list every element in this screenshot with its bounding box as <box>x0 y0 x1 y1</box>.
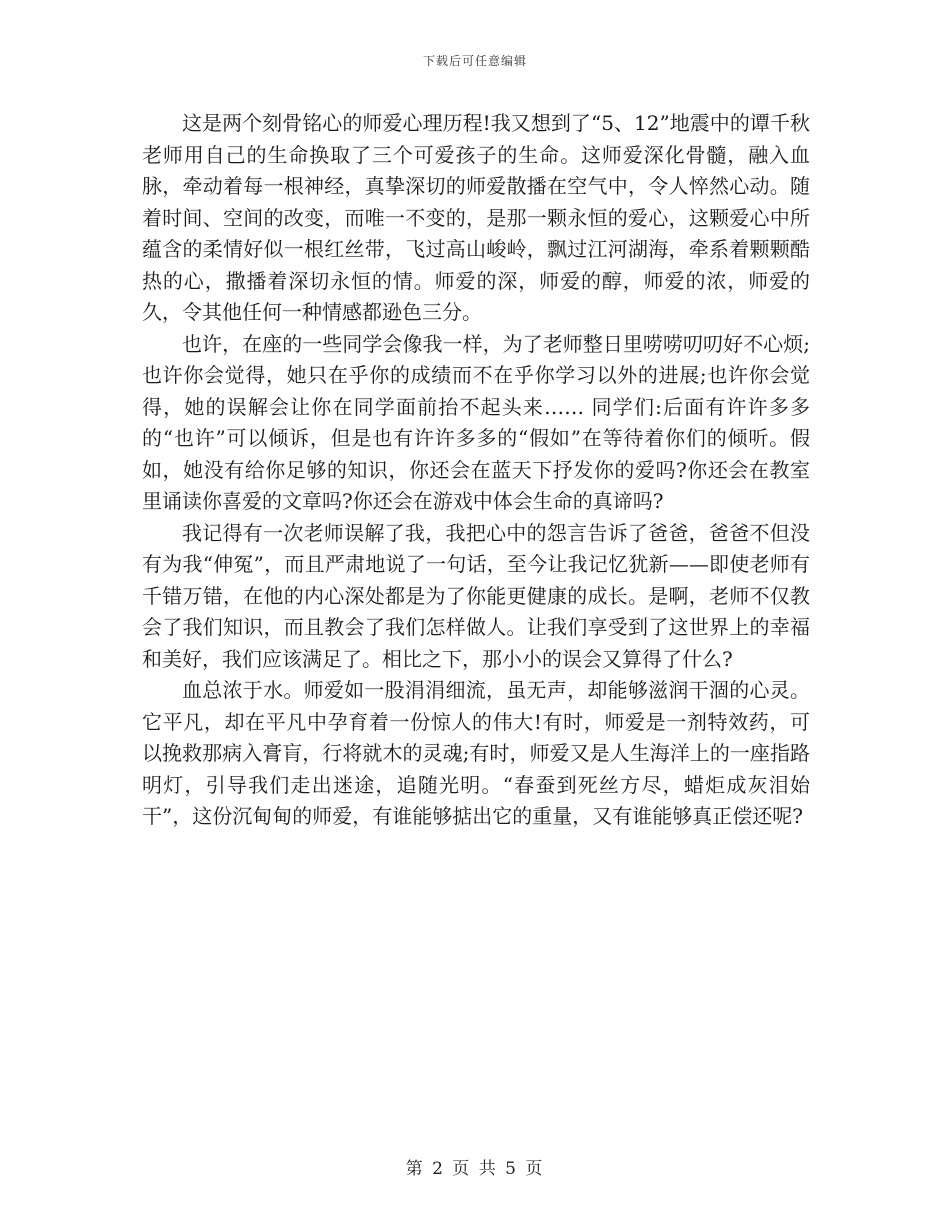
paragraph-3: 我记得有一次老师误解了我，我把心中的怨言告诉了爸爸，爸爸不但没有为我“伸冤”，而且严肃地说了一句话，至今让我记忆犹新——即使老师有千错万错，在他的内心深处都是为了你能更健康的成长。是啊，老师不仅教会了我们知识，而且教会了我们怎样做人。让我们享受到了这世界上的幸福和美好，我们应该满足了。相比之下，那小小的误会又算得了什么? <box>142 520 810 671</box>
page-number: 第 2 页 共 5 页 <box>405 1159 545 1179</box>
page-header-note: 下载后可任意编辑 <box>422 54 527 68</box>
paragraph-4: 血总浓于水。师爱如一股涓涓细流，虽无声，却能够滋润干涸的心灵。它平凡，却在平凡中孕育着一份惊人的伟大!有时，师爱是一剂特效药，可以挽救那病入膏肓，行将就木的灵魂;有时，师爱又是人生海洋上的一座指路明灯，引导我们走出迷途，追随光明。“春蚕到死丝方尽，蜡炬成灰泪始干”，这份沉甸甸的师爱，有谁能够掂出它的重量，又有谁能够真正偿还呢? <box>142 678 810 828</box>
paragraph-1: 这是两个刻骨铭心的师爱心理历程!我又想到了“5、12”地震中的谭千秋老师用自己的生命换取了三个可爱孩子的生命。这师爱深化骨髓，融入血脉，牵动着每一根神经，真挚深切的师爱散播在空气中，令人悴然心动。随着时间、空间的改变，而唯一不变的，是那一颗永恒的爱心，这颗爱心中所蕴含的柔情好似一根红丝带，飞过高山峻岭，飘过江河湖海，牵系着颗颗酷热的心，撒播着深切永恒的情。师爱的深，师爱的醇，师爱的浓，师爱的久，令其他任何一种情感都逊色三分。 <box>142 111 810 324</box>
paragraph-2: 也许，在座的一些同学会像我一样，为了老师整日里唠唠叨叨好不心烦;也许你会觉得，她只在乎你的成绩而不在乎你学习以外的进展;也许你会觉得，她的误解会让你在同学面前抬不起头来…… 同学们:后面有许许多多的“也许”可以倾诉，但是也有许许多多的“假如”在等待着你们的倾听。假如，她没有给你足够的知识，你还会在蓝天下抒发你的爱吗?你还会在教室里诵读你喜爱的文章吗?你还会在游戏中体会生命的真谛吗? <box>142 331 810 513</box>
document-body <box>142 108 810 833</box>
